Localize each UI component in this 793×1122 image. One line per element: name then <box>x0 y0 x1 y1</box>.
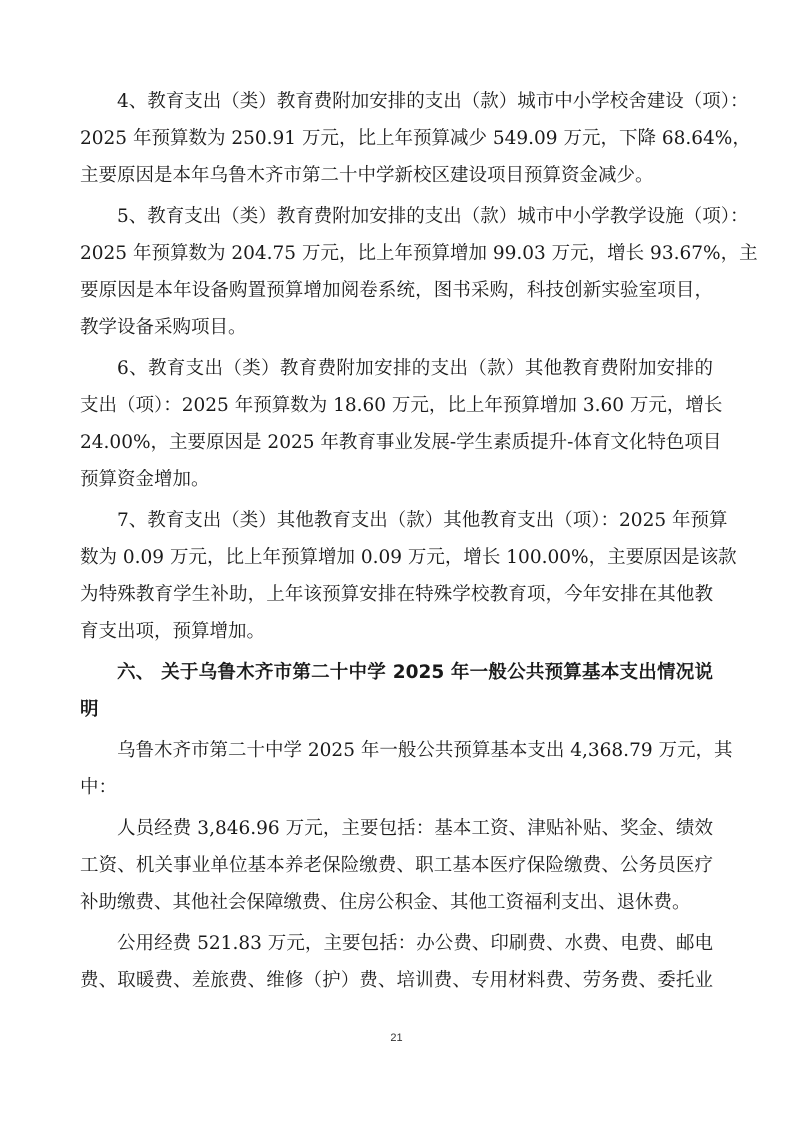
paragraph <box>80 83 751 194</box>
text-line: 明 <box>80 699 99 720</box>
paragraph <box>80 810 713 921</box>
text-line: 公用经费 521.83 万元，主要包括：办公费、印刷费、水费、电费、邮电 <box>117 933 713 954</box>
text-line: 要原因是本年设备购置预算增加阅卷系统，图书采购，科技创新实验室项目， <box>80 280 713 301</box>
text-line: 育支出项，预算增加。 <box>80 621 266 642</box>
text-line: 支出（项）：2025 年预算数为 18.60 万元，比上年预算增加 3.60 万元，增长 <box>80 395 723 416</box>
text-line: 6、教育支出（类）教育费附加安排的支出（款）其他教育费附加安排的 <box>117 358 713 379</box>
paragraph <box>80 732 733 806</box>
text-line: 7、教育支出（类）其他教育支出（款）其他教育支出（项）：2025 年预算 <box>117 510 728 531</box>
text-line: 补助缴费、其他社会保障缴费、住房公积金、其他工资福利支出、退休费。 <box>80 892 691 913</box>
text-line: 教学设备采购项目。 <box>80 317 247 338</box>
text-line: 六、 关于乌鲁木齐市第二十中学 2025 年一般公共预算基本支出情况说 <box>117 662 713 683</box>
text-line: 24.00%，主要原因是 2025 年教育事业发展-学生素质提升-体育文化特色项目 <box>80 432 722 453</box>
document-body <box>80 83 758 999</box>
text-line: 2025 年预算数为 204.75 万元，比上年预算增加 99.03 万元，增长 93.67%，主 <box>80 243 758 264</box>
section-heading <box>80 654 713 728</box>
paragraph <box>80 502 737 650</box>
text-line: 主要原因是本年乌鲁木齐市第二十中学新校区建设项目预算资金减少。 <box>80 165 654 186</box>
text-line: 预算资金增加。 <box>80 469 210 490</box>
text-line: 乌鲁木齐市第二十中学 2025 年一般公共预算基本支出 4,368.79 万元，其 <box>117 740 733 761</box>
paragraph <box>80 925 713 999</box>
text-line: 4、教育支出（类）教育费附加安排的支出（款）城市中小学校舍建设（项）： <box>117 91 749 112</box>
text-line: 费、取暖费、差旅费、维修（护）费、培训费、专用材料费、劳务费、委托业 <box>80 970 713 991</box>
text-line: 数为 0.09 万元，比上年预算增加 0.09 万元，增长 100.00%，主要原因是该款 <box>80 547 737 568</box>
text-line: 为特殊教育学生补助，上年该预算安排在特殊学校教育项，今年安排在其他教 <box>80 584 713 605</box>
page-number: 21 <box>390 1032 403 1044</box>
text-line: 2025 年预算数为 250.91 万元，比上年预算减少 549.09 万元，下降 68.64%， <box>80 128 751 149</box>
text-line: 人员经费 3,846.96 万元，主要包括：基本工资、津贴补贴、奖金、绩效 <box>117 818 713 839</box>
text-line: 中： <box>80 777 118 798</box>
text-line: 工资、机关事业单位基本养老保险缴费、职工基本医疗保险缴费、公务员医疗 <box>80 855 713 876</box>
text-line: 5、教育支出（类）教育费附加安排的支出（款）城市中小学教学设施（项）： <box>117 206 749 227</box>
paragraph <box>80 350 723 498</box>
paragraph <box>80 198 758 346</box>
